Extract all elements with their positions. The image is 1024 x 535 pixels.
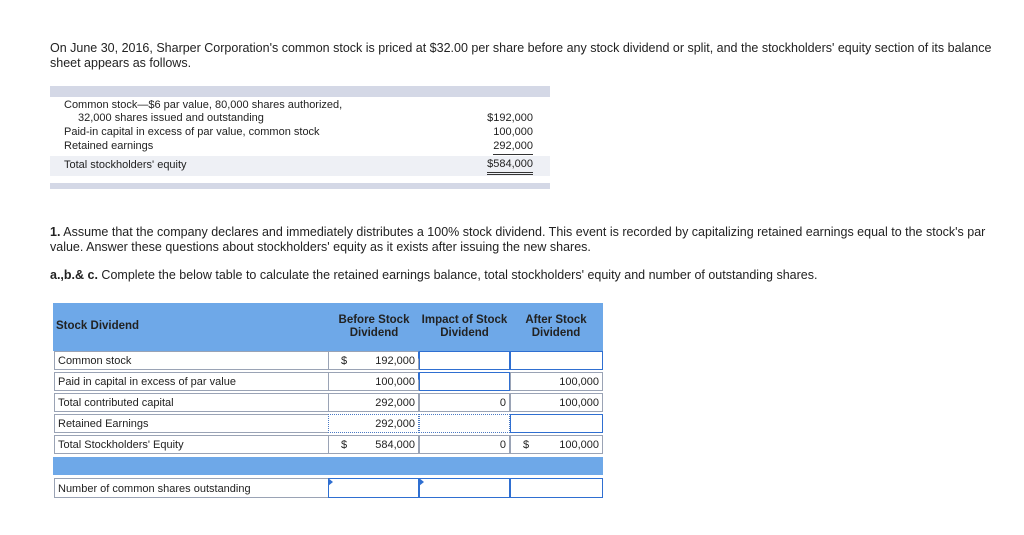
input-flag-icon <box>328 478 333 486</box>
header-before: Before Stock Dividend <box>338 313 410 339</box>
header-stock-dividend: Stock Dividend <box>56 320 140 333</box>
impact-total-equity: 0 <box>419 435 510 454</box>
equity-retained-value: 292,000 <box>493 140 533 155</box>
row-label-common-stock: Common stock <box>54 351 329 370</box>
equity-bottom-bar <box>50 183 550 189</box>
currency-sign: $ <box>341 439 348 451</box>
before-total-contributed: 292,000 <box>328 393 419 412</box>
row-label-paid-in-capital: Paid in capital in excess of par value <box>54 372 329 391</box>
row-label-total-equity: Total Stockholders' Equity <box>54 435 329 454</box>
impact-common-stock-input[interactable] <box>419 351 510 370</box>
before-shares-input[interactable] <box>328 478 419 498</box>
before-retained-earnings: 292,000 <box>328 414 419 433</box>
header-after: After Stock Dividend <box>525 313 587 339</box>
before-common-stock <box>328 351 419 370</box>
row-label-shares-outstanding: Number of common shares outstanding <box>54 478 329 498</box>
impact-total-contributed: 0 <box>419 393 510 412</box>
currency-sign: $ <box>341 355 348 367</box>
equity-total-label: Total stockholders' equity <box>64 159 187 171</box>
question-1-number: 1. <box>50 225 61 239</box>
equity-paid-in-value: 100,000 <box>493 126 533 138</box>
after-total-equity-value: 100,000 <box>559 439 599 451</box>
after-paid-in-capital: 100,000 <box>510 372 603 391</box>
row-label-retained-earnings: Retained Earnings <box>54 414 329 433</box>
header-impact: Impact of Stock Dividend <box>421 313 508 339</box>
impact-retained-earnings-input[interactable] <box>419 414 510 433</box>
equity-common-stock-label-2: 32,000 shares issued and outstanding <box>78 112 264 124</box>
before-paid-in-capital-value: 100,000 <box>375 376 415 388</box>
intro-paragraph: On June 30, 2016, Sharper Corporation's common stock is priced at $32.00 per share before any stock dividend or split, and the stockholders' equity section of its balance sheet appears as follows. <box>50 41 992 70</box>
after-retained-earnings-input[interactable] <box>510 414 603 433</box>
equity-retained-label: Retained earnings <box>64 140 154 152</box>
after-total-equity <box>510 435 603 454</box>
equity-common-stock-value: $192,000 <box>487 112 533 124</box>
input-flag-icon <box>419 478 424 486</box>
impact-shares-input[interactable] <box>419 478 510 498</box>
question-abc-prefix: a.,b.& c. <box>50 268 98 282</box>
question-1 <box>50 225 1020 255</box>
question-abc-text: Complete the below table to calculate the retained earnings balance, total stockholders' equity and number of outstanding shares. <box>101 268 818 282</box>
equity-common-stock-label: Common stock—$6 par value, 80,000 shares authorized, <box>64 99 343 111</box>
currency-sign: $ <box>523 439 530 451</box>
question-abc <box>50 268 1020 283</box>
before-total-equity-value: 584,000 <box>375 439 415 451</box>
before-common-stock-value: 192,000 <box>375 355 415 367</box>
equity-total-value: $584,000 <box>487 158 533 175</box>
question-1-text: Assume that the company declares and immediately distributes a 100% stock dividend. This event is recorded by capitalizing retained earnings equal to the stock's par value. Answer these questions about stockholders' equity as it exists after issuing the new shares. <box>50 225 986 254</box>
impact-paid-in-capital-input[interactable] <box>419 372 510 391</box>
after-common-stock-input[interactable] <box>510 351 603 370</box>
after-total-contributed: 100,000 <box>510 393 603 412</box>
equity-paid-in-label: Paid-in capital in excess of par value, common stock <box>64 126 320 138</box>
after-shares-input[interactable] <box>510 478 603 498</box>
table-separator-band <box>53 457 603 475</box>
equity-top-bar <box>50 86 550 97</box>
before-total-equity <box>328 435 419 454</box>
before-paid-in-capital <box>328 372 419 391</box>
row-label-total-contributed-capital: Total contributed capital <box>54 393 329 412</box>
